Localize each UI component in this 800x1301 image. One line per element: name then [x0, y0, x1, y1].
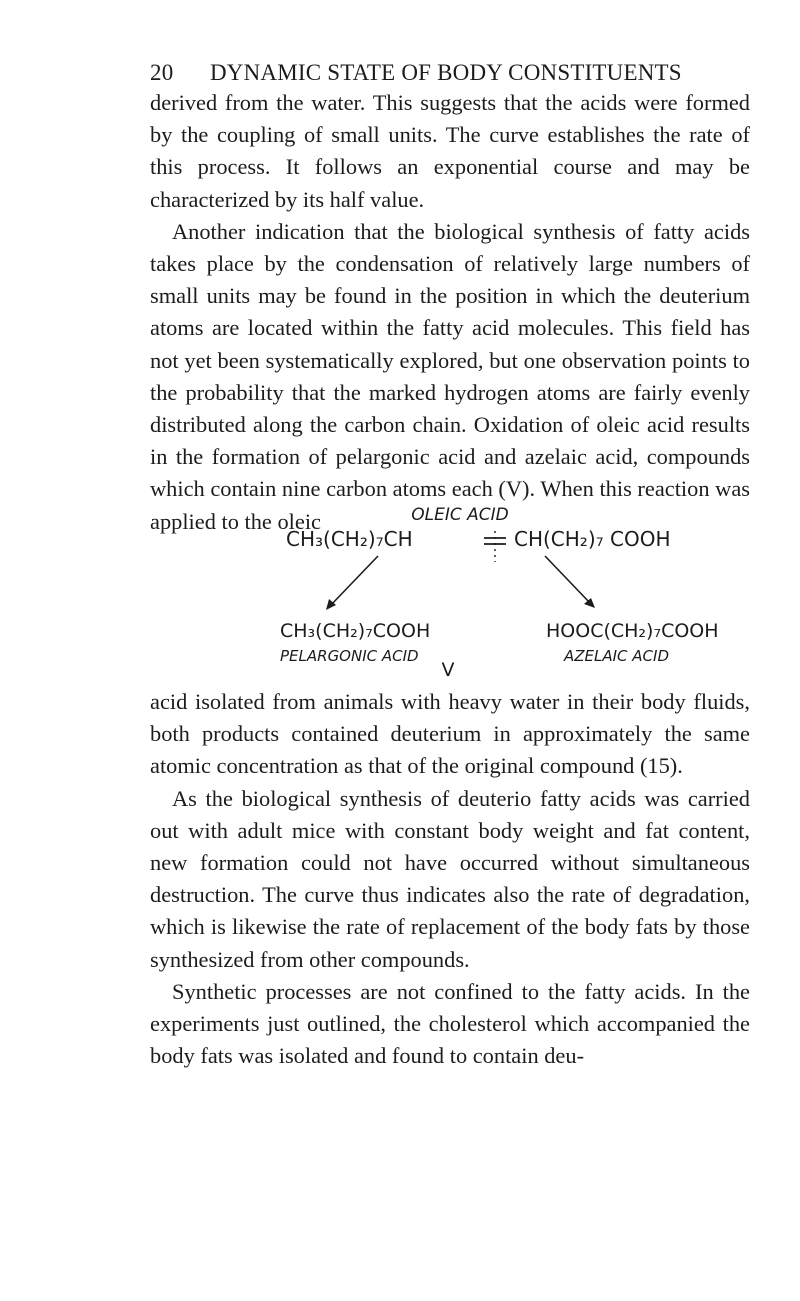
running-header [150, 60, 750, 86]
running-title: DYNAMIC STATE OF BODY CONSTITUENTS [210, 60, 682, 85]
text-block-top [150, 87, 750, 538]
paragraph: Synthetic processes are not confined to the fatty acids. In the experiments just outlined, the cholesterol which accompanied the body fats was isolated and found to contain deu- [150, 978, 750, 1069]
paragraph: acid isolated from animals with heavy water in their body fluids, both products contained deuterium in approximately the same atomic concentration as that of the original compound (15). [150, 689, 750, 779]
formula-left-half: CH₃(CH₂)₇CH [286, 527, 413, 551]
text-block-bottom [150, 686, 750, 1072]
formula-right-half: CH(CH₂)₇ COOH [514, 527, 671, 551]
azelaic-acid-label: AZELAIC ACID [564, 647, 670, 665]
arrow-right-line [545, 556, 590, 603]
paragraph: As the biological synthesis of deuterio fatty acids was carried out with adult mice with constant body weight and fat content, new formation could not have occurred without simultaneous destruction. The curve thus indicates also the rate of degradation, which is likewise the rate of replacement of the body fats by those synthesized from other compounds. [150, 785, 750, 972]
paragraph: Another indication that the biological synthesis of fatty acids takes place by the condensation of relatively large numbers of small units may be found in the position in which the deuterium atoms are located within the fatty acid molecules. This field has not yet been systematically explored, but one observation points to the probability that the marked hydrogen atoms are fairly evenly distributed along the carbon chain. Oxidation of oleic acid results in the formation of pelargonic acid and azelaic acid, compounds which contain nine carbon atoms each (V). When this reaction was applied to the oleic [150, 218, 750, 534]
pelargonic-acid-formula: CH₃(CH₂)₇COOH [280, 620, 431, 642]
paragraph: derived from the water. This suggests that the acids were formed by the coupling of small units. The curve establishes the rate of this process. It follows an exponential course and may be characterized by its half value. [150, 90, 750, 212]
reaction-scheme [280, 500, 719, 681]
diagram-title: OLEIC ACID [411, 505, 509, 525]
figure-number: V [441, 659, 455, 681]
oleic-acid-oxidation-diagram [280, 500, 719, 681]
pelargonic-acid-label: PELARGONIC ACID [280, 647, 419, 665]
azelaic-acid-formula: HOOC(CH₂)₇COOH [546, 620, 719, 642]
arrow-left-line [330, 556, 378, 606]
page-number: 20 [150, 60, 174, 85]
